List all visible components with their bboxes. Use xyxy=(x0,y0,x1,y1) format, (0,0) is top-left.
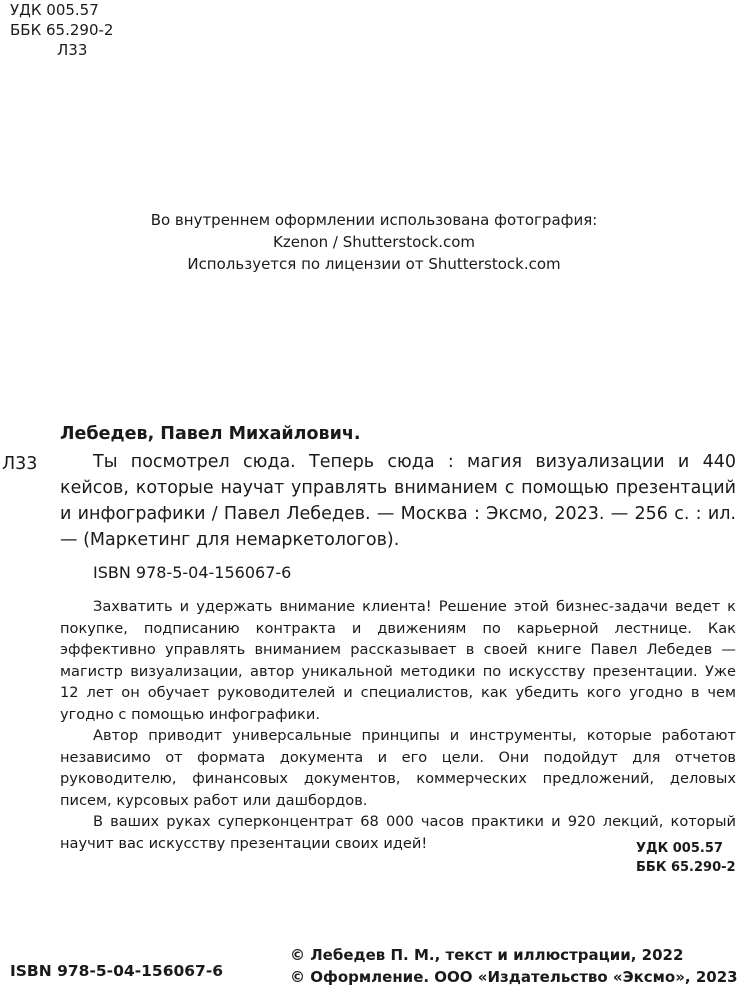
author-mark-margin: Л33 xyxy=(2,454,38,474)
classification-codes xyxy=(10,0,113,60)
photo-credit-source: Kzenon / Shutterstock.com xyxy=(272,233,476,251)
bottom-classification-codes xyxy=(636,839,736,877)
bbk-code-bold: ББК 65.290-2 xyxy=(636,860,736,875)
bbk-code: ББК 65.290-2 xyxy=(10,21,114,39)
photo-credit-line: Во внутреннем оформлении использована фотография: xyxy=(150,211,598,229)
annotation-paragraph: В ваших руках суперконцентрат 68 000 часов практики и 920 лекций, который научит вас искусству презентации своих идей! xyxy=(60,813,736,852)
photo-credit xyxy=(0,209,738,275)
footer-isbn: ISBN 978-5-04-156067-6 xyxy=(10,962,224,980)
copyright-design: © Оформление. ООО «Издательство «Эксмо», 2023 xyxy=(290,968,738,986)
annotation-paragraph: Захватить и удержать внимание клиента! Решение этой бизнес-задачи ведет к покупке, подписанию контракта и движениям по карьерной лестнице. Как эффективно управлять вниманием рассказывает в своей книге Павел Лебедев — магистр визуализации, автор уникальной методики по искусству презентации. Уже 12 лет он обучает руководителей и специалистов, как убедить кого угодно в чем угодно с помощью инфографики. xyxy=(60,598,736,723)
udk-code-bold: УДК 005.57 xyxy=(636,841,723,856)
udk-code: УДК 005.57 xyxy=(10,1,99,19)
copyright-text: © Лебедев П. М., текст и иллюстрации, 2022 xyxy=(290,946,684,964)
copyright-block xyxy=(290,944,738,988)
isbn: ISBN 978-5-04-156067-6 xyxy=(93,563,292,582)
annotation xyxy=(60,596,736,854)
author-mark: Л33 xyxy=(57,41,88,59)
photo-credit-license: Используется по лицензии от Shutterstock.com xyxy=(187,255,561,273)
annotation-paragraph: Автор приводит универсальные принципы и инструменты, которые работают независимо от формата документа и его цели. Они подойдут для отчетов руководителю, финансовых документов, коммерческих предложений, деловых писем, курсовых работ или дашбордов. xyxy=(60,727,736,809)
author-heading: Лебедев, Павел Михайлович. xyxy=(60,424,361,444)
bibliographic-description: Ты посмотрел сюда. Теперь сюда : магия визуализации и 440 кейсов, которые научат управлять вниманием с помощью презентаций и инфографики / Павел Лебедев. — Москва : Эксмо, 2023. — 256 с. : ил. — (Маркетинг для немаркетологов). xyxy=(60,452,736,550)
